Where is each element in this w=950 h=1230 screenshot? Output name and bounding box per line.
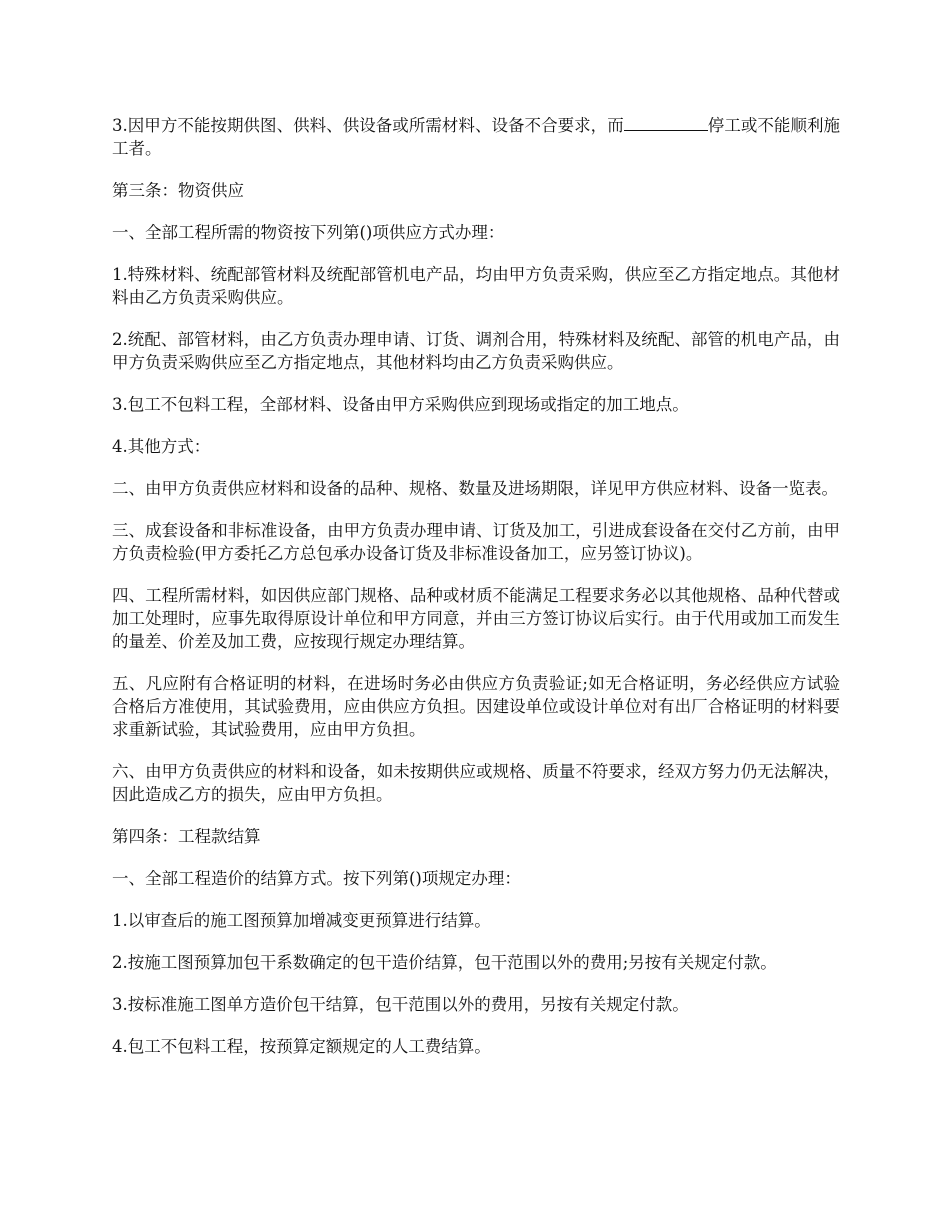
paragraph: 五、凡应附有合格证明的材料，在进场时务必由供应方负责验证;如无合格证明，务必经供应方试验合格后方准使用，其试验费用，应由供应方负担。因建设单位或设计单位对有出厂合格证明的材料要求重新试验，其试验费用，应由甲方负担。 (112, 674, 840, 739)
paragraph: 4.包工不包料工程，按预算定额规定的人工费结算。 (112, 1037, 491, 1056)
paragraph: 二、由甲方负责供应材料和设备的品种、规格、数量及进场期限，详见甲方供应材料、设备一览表。 (112, 479, 838, 498)
paragraph: 六、由甲方负责供应的材料和设备，如未按期供应或规格、质量不符要求，经双方努力仍无法解决，因此造成乙方的损失，应由甲方负担。 (112, 762, 840, 804)
paragraph: 四、工程所需材料，如因供应部门规格、品种或材质不能满足工程要求务必以其他规格、品种代替或加工处理时，应事先取得原设计单位和甲方同意，并由三方签订协议后实行。由于代用或加工而发生的量差、价差及加工费，应按现行规定办理结算。 (112, 586, 840, 651)
document-body (112, 114, 840, 1077)
section-heading-article-3: 第三条：物资供应 (112, 181, 244, 200)
paragraph: 2.按施工图预算加包干系数确定的包干造价结算，包干范围以外的费用;另按有关规定付款。 (112, 953, 777, 972)
paragraph: 3.按标准施工图单方造价包干结算，包干范围以外的费用，另按有关规定付款。 (112, 995, 689, 1014)
paragraph-clause-3-item-3 (112, 114, 840, 160)
paragraph: 一、全部工程所需的物资按下列第()项供应方式办理： (112, 223, 505, 242)
paragraph: 2.统配、部管材料，由乙方负责办理申请、订货、调剂合用，特殊材料及统配、部管的机电产品，由甲方负责采购供应至乙方指定地点，其他材料均由乙方负责采购供应。 (112, 330, 840, 372)
paragraph-text-before-blank: 3.因甲方不能按期供图、供料、供设备或所需材料、设备不合要求，而 (112, 116, 624, 135)
paragraph: 三、成套设备和非标准设备，由甲方负责办理申请、订货及加工，引进成套设备在交付乙方前，由甲方负责检验(甲方委托乙方总包承办设备订货及非标准设备加工，应另签订协议)。 (112, 521, 840, 563)
paragraph-text-after-blank: 停工或不能顺利施工者。 (112, 116, 841, 158)
paragraph: 一、全部工程造价的结算方式。按下列第()项规定办理： (112, 869, 521, 888)
paragraph: 4.其他方式： (112, 437, 211, 456)
fill-in-blank (624, 115, 708, 131)
paragraph: 1.以审查后的施工图预算加增减变更预算进行结算。 (112, 911, 491, 930)
paragraph: 1.特殊材料、统配部管材料及统配部管机电产品，均由甲方负责采购，供应至乙方指定地点。其他材料由乙方负责采购供应。 (112, 265, 840, 307)
section-heading-article-4: 第四条：工程款结算 (112, 827, 261, 846)
paragraph: 3.包工不包料工程，全部材料、设备由甲方采购供应到现场或指定的加工地点。 (112, 395, 689, 414)
